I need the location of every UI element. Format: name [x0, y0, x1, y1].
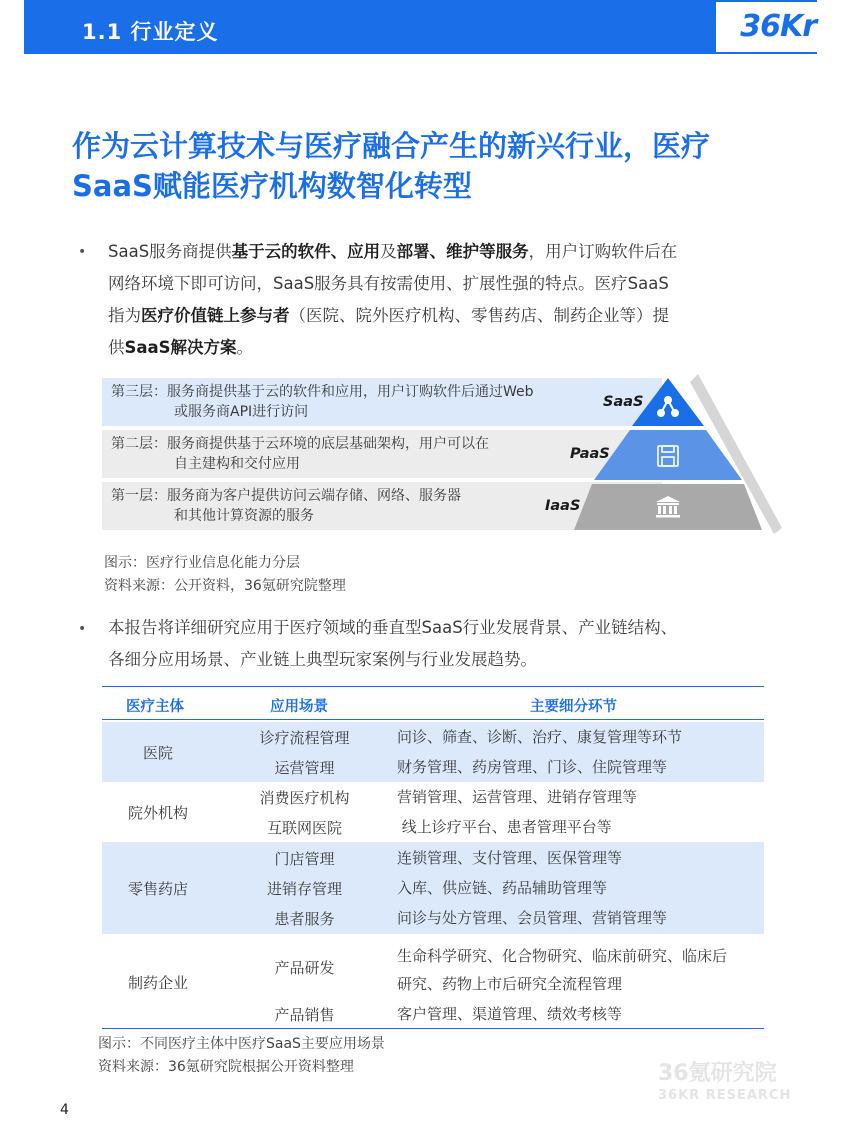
figure2-source: 资料来源：36氪研究院根据公开资料整理: [98, 1059, 354, 1075]
bullet-dot: •: [78, 244, 87, 260]
figure1-source: 资料来源：公开资料，36氪研究院整理: [104, 578, 346, 594]
intro-paragraph: [108, 236, 768, 364]
layer-saas-box: 第三层：服务商提供基于云的软件和应用，用户订购软件后通过Web 或服务商API进行访问: [102, 378, 662, 426]
page-title: [72, 126, 792, 206]
table-group-pharmacy: 零售药店 门店管理 连锁管理、支付管理、医保管理等 进销存管理 入库、供应链、药品辅助管理等 患者服务 问诊与处方管理、会员管理、营销管理等: [102, 842, 764, 934]
intro-line2: 网络环境下即可访问，SaaS服务具有按需使用、扩展性强的特点。医疗SaaS: [108, 274, 669, 293]
table-group-outpatient: 院外机构 消费医疗机构 营销管理、运营管理、进销存管理等 互联网医院 线上诊疗平台、患者管理平台等: [127, 788, 638, 837]
figure2-caption: 图示：不同医疗主体中医疗SaaS主要应用场景: [98, 1036, 385, 1052]
page-number: 4: [60, 1102, 69, 1118]
watermark-cn: 36氪研究院: [658, 1061, 777, 1086]
logo-36kr: 36Kr: [716, 2, 820, 52]
report-scope-paragraph: 本报告将详细研究应用于医疗领域的垂直型SaaS行业发展背景、产业链结构、 各细分应用场景、产业链上典型玩家案例与行业发展趋势。: [108, 618, 678, 669]
table-group-pharma: 制药企业 产品研发 生命科学研究、化合物研究、临床前研究、临床后 研究、药物上市后研究全流程管理 产品销售 客户管理、渠道管理、绩效考核等: [127, 947, 728, 1024]
page-title-line1: 作为云计算技术与医疗融合产生的新兴行业，医疗: [72, 129, 711, 163]
col-header-scene: 应用场景: [270, 699, 328, 715]
intro-line1: SaaS服务商提供基于云的软件、应用及部署、维护等服务，用户订购软件后在: [108, 242, 678, 261]
figure1-caption: 图示：医疗行业信息化能力分层: [104, 555, 300, 571]
saas-label: SaaS: [603, 394, 644, 410]
col-header-detail: 主要细分环节: [530, 699, 617, 715]
table-group-hospital: 医院 诊疗流程管理 问诊、筛查、诊断、治疗、康复管理等环节 运营管理 财务管理、药房管理、门诊、住院管理等: [102, 722, 764, 782]
page-title-line2: SaaS赋能医疗机构数智化转型: [72, 169, 472, 203]
bullet-dot: •: [78, 621, 87, 637]
layer-iaas-box: 第一层：服务商为客户提供访问云端存储、网络、服务器 和其他计算资源的服务: [102, 482, 662, 530]
intro-line3: 指为医疗价值链上参与者（医院、院外医疗机构、零售药店、制药企业等）提: [108, 306, 669, 325]
table-header: [102, 686, 764, 720]
watermark-en: 36KR RESEARCH: [658, 1088, 792, 1103]
intro-line4: 供SaaS解决方案。: [108, 338, 254, 357]
table-bottom-rule: [102, 1028, 764, 1029]
paas-label: PaaS: [570, 446, 610, 462]
col-header-entity: 医疗主体: [126, 699, 184, 715]
pyramid-mid-layer: [594, 430, 742, 480]
section-title: 1.1 行业定义: [82, 20, 219, 44]
layer-paas-box: 第二层：服务商提供基于云环境的底层基础架构，用户可以在 自主建构和交付应用: [102, 430, 662, 478]
pyramid-bottom-layer: [574, 484, 762, 530]
iaas-label: IaaS: [545, 498, 581, 514]
